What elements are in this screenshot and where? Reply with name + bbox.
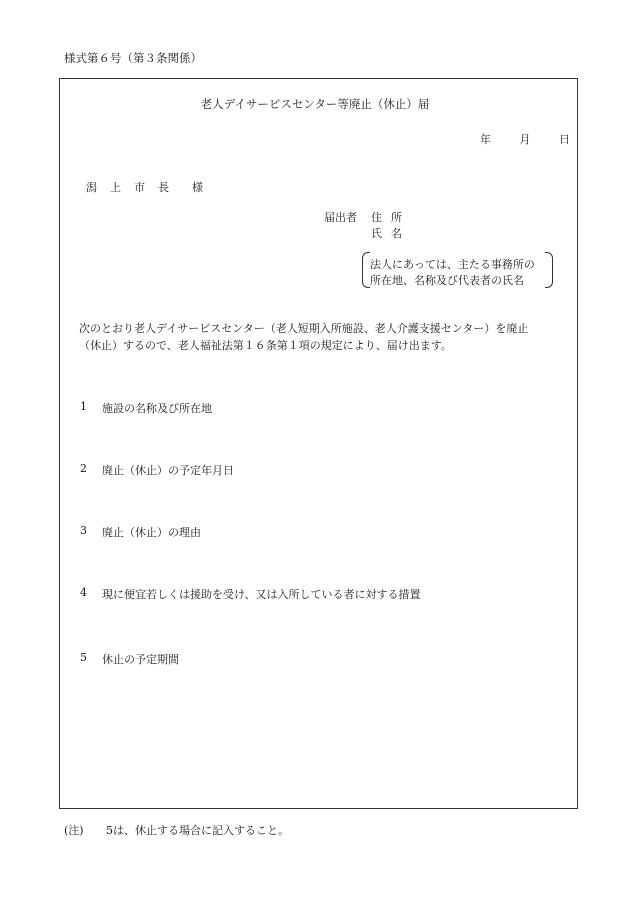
form-item: [80, 524, 201, 540]
footnote: [64, 822, 289, 838]
item-number: 3: [80, 524, 87, 537]
addressee-char: 長: [158, 181, 169, 194]
corporate-note-line2: 所在地、名称及び代表者の氏名: [370, 274, 524, 287]
date-day-label: 日: [559, 133, 570, 146]
item-label: 廃止（休止）の予定年月日: [102, 464, 234, 477]
addressee-char: 市: [134, 181, 145, 194]
name-label: 氏名: [371, 227, 411, 240]
footnote-label: (注): [64, 824, 84, 837]
date-year-label: 年: [480, 133, 491, 146]
form-item: [80, 586, 421, 602]
footnote-text: 5は、休止する場合に記入すること。: [106, 824, 289, 837]
date-month-label: 月: [519, 133, 531, 146]
item-label: 廃止（休止）の理由: [102, 526, 201, 539]
document-title: 老人デイサービスセンター等廃止（休止）届: [200, 97, 430, 111]
item-label: 施設の名称及び所在地: [102, 402, 212, 415]
address-label: 住所: [371, 211, 411, 224]
addressee-char: 潟: [86, 181, 97, 194]
right-bracket: [545, 252, 553, 288]
corporate-note-line1: 法人にあっては、主たる事務所の: [370, 258, 535, 271]
item-number: 4: [80, 586, 87, 599]
form-item: [80, 651, 179, 667]
addressee-honorific: 様: [192, 181, 203, 194]
applicant-label: 届出者: [324, 211, 357, 224]
addressee-char: 上: [110, 181, 121, 194]
form-item: [80, 400, 212, 416]
item-number: 2: [80, 462, 87, 475]
item-number: 1: [80, 400, 87, 413]
item-number: 5: [80, 651, 87, 664]
form-item: [80, 462, 234, 478]
corporate-note: [362, 252, 553, 288]
date-line: [480, 131, 570, 147]
left-bracket: [362, 252, 370, 288]
item-label: 休止の予定期間: [102, 653, 179, 666]
item-label: 現に便宜若しくは援助を受け、又は入所している者に対する措置: [102, 588, 421, 601]
form-number: 様式第６号（第３条関係）: [64, 51, 202, 65]
body-text-line1: 次のとおり老人デイサービスセンター（老人短期入所施設、老人介護支援センター）を廃止: [79, 322, 529, 335]
addressee: [86, 179, 203, 195]
body-text-line2: （休止）するので、老人福祉法第１６条第１項の規定により、届け出ます。: [79, 339, 452, 352]
